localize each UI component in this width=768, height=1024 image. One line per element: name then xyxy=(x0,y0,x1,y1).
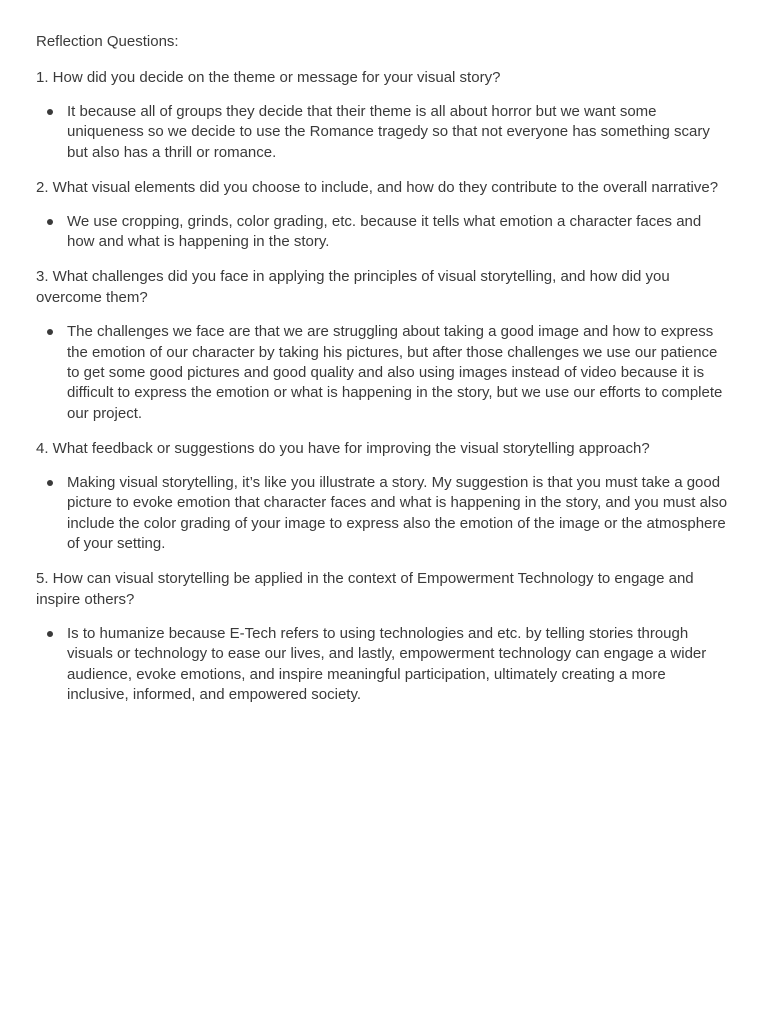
question-text: 3. What challenges did you face in applying the principles of visual storytelling, and how did you overcome them? xyxy=(36,268,670,307)
bullet-icon xyxy=(47,631,53,637)
page-heading: Reflection Questions: xyxy=(36,33,179,50)
qa-item-1 xyxy=(36,67,732,163)
answer-list-item xyxy=(36,102,732,163)
qa-item-4 xyxy=(36,438,732,554)
bullet-icon xyxy=(47,480,53,486)
question-text: 4. What feedback or suggestions do you have for improving the visual storytelling approach? xyxy=(36,439,650,457)
qa-item-2 xyxy=(36,177,732,253)
answer-list-item xyxy=(36,322,732,423)
answer-list xyxy=(36,102,732,163)
bullet-icon xyxy=(47,329,53,335)
answer-text: The challenges we face are that we are struggling about taking a good image and how to express the emotion of our character by taking his pictures, but after those challenges we use our patience to get some good pictures and good quality and also using images instead of video because it is difficult to express the emotion or what is happening in the story, but we use our efforts to complete our project. xyxy=(67,323,723,422)
answer-list xyxy=(36,624,732,705)
answer-list xyxy=(36,322,732,423)
answer-list xyxy=(36,473,732,554)
qa-item-5 xyxy=(36,568,732,705)
answer-text: Is to humanize because E-Tech refers to using technologies and etc. by telling stories through visuals or technology to ease our lives, and lastly, empowerment technology can engage a wider audience, evoke emotions, and inspire meaningful participation, ultimately creating a more inclusive, informed, and empowered society. xyxy=(67,625,707,704)
answer-list xyxy=(36,212,732,253)
answer-list-item xyxy=(36,473,732,554)
question-text: 5. How can visual storytelling be applied in the context of Empowerment Technology to engage and inspire others? xyxy=(36,570,694,609)
answer-text: We use cropping, grinds, color grading, etc. because it tells what emotion a character faces and how and what is happening in the story. xyxy=(67,212,702,251)
bullet-icon xyxy=(47,219,53,225)
question-text: 1. How did you decide on the theme or message for your visual story? xyxy=(36,69,501,86)
answer-text: Making visual storytelling, it’s like you illustrate a story. My suggestion is that you must take a good picture to evoke emotion that character faces and what is happening in the story, and you must also include the color grading of your image to express also the emotion of the image or the atmosphere of your setting. xyxy=(67,473,728,552)
answer-list-item xyxy=(36,212,732,253)
answer-text: It because all of groups they decide that their theme is all about horror but we want some uniqueness so we decide to use the Romance tragedy so that not everyone has something scary but also has a thrill or romance. xyxy=(67,103,710,161)
qa-item-3 xyxy=(36,266,732,423)
bullet-icon xyxy=(47,109,53,115)
question-text: 2. What visual elements did you choose to include, and how do they contribute to the overall narrative? xyxy=(36,178,719,196)
answer-list-item xyxy=(36,624,732,705)
